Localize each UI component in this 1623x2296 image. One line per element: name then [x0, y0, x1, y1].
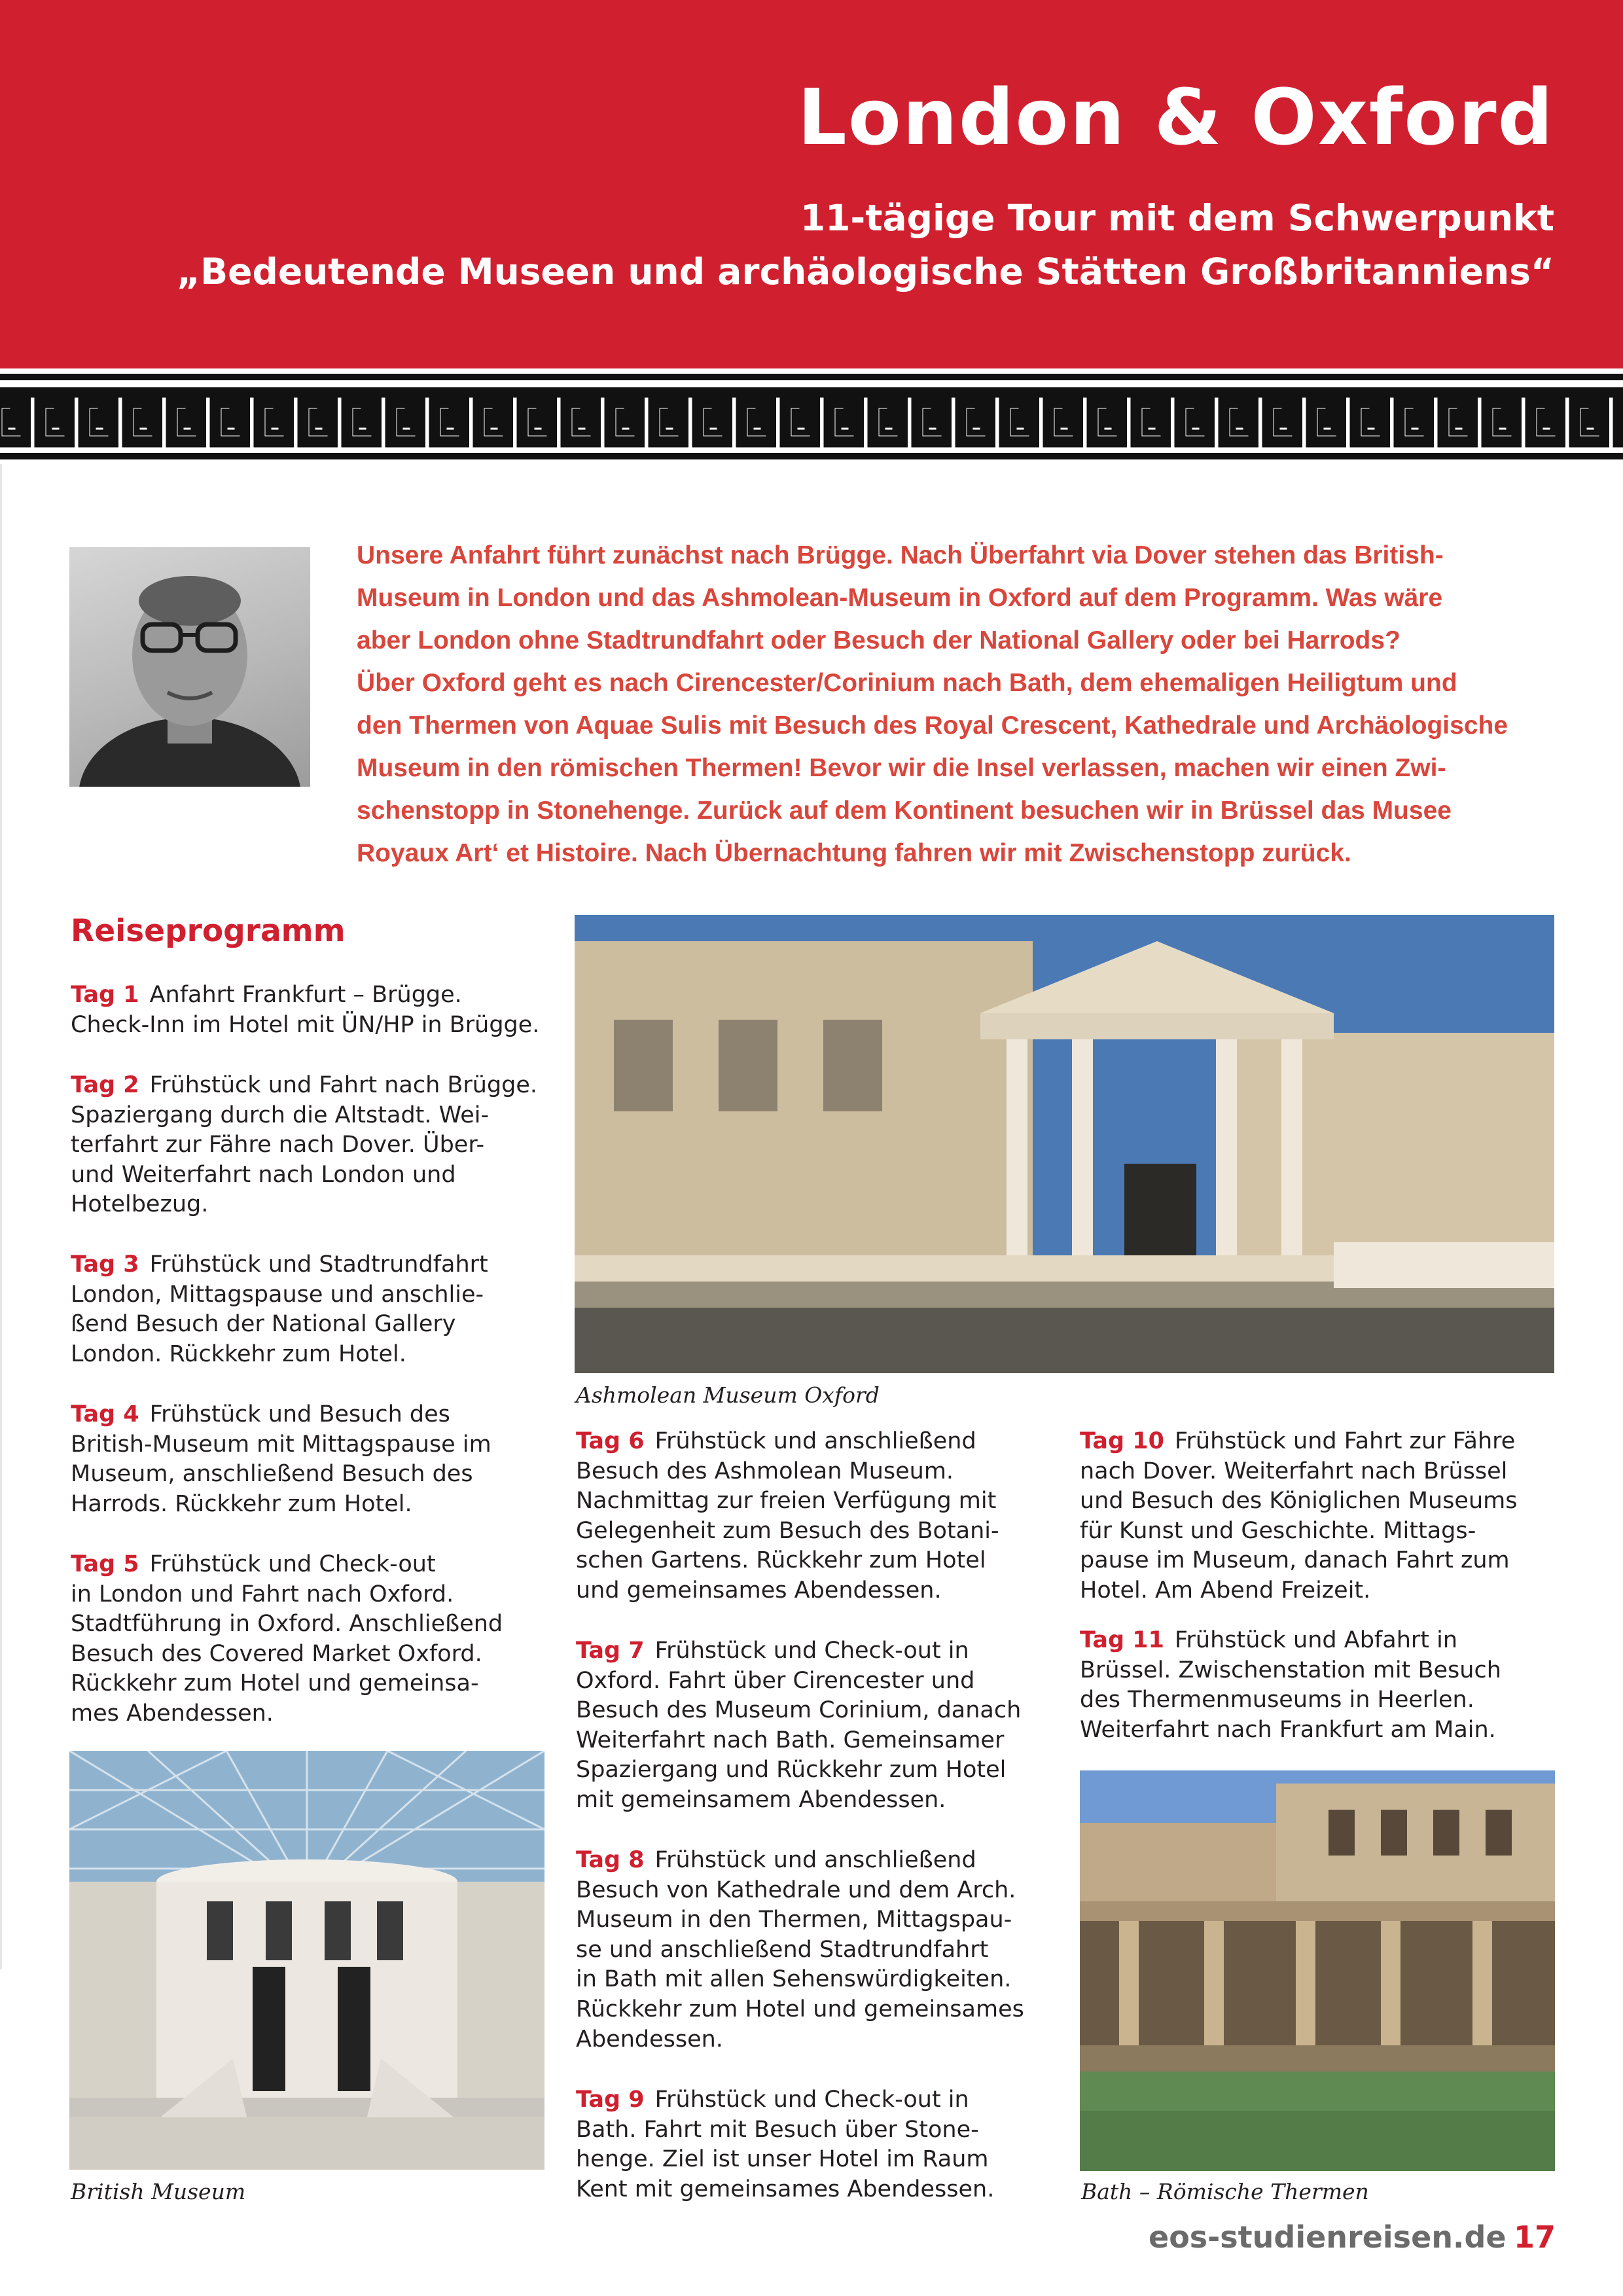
day-text: Frühstück und Abfahrt in — [1174, 1627, 1458, 1653]
day-text: Hotelbezug. — [71, 1191, 209, 1218]
day-text: pause im Museum, danach Fahrt zum — [1080, 1547, 1510, 1574]
day-text: Anfahrt Frankfurt – Brügge. — [149, 982, 462, 1008]
day-text: Harrods. Rückkehr zum Hotel. — [71, 1490, 412, 1517]
day-text: in London und Fahrt nach Oxford. — [71, 1581, 454, 1607]
day-text: Abendessen. — [576, 2026, 723, 2053]
day-text: Frühstück und anschließend — [654, 1847, 976, 1873]
day-tag: Tag 1 — [71, 982, 139, 1008]
greek-key-pattern — [0, 368, 1623, 464]
day-text: Museum, anschließend Besuch des — [71, 1461, 473, 1488]
day-text: British-Museum mit Mittagspause im — [71, 1431, 491, 1458]
day-tag: Tag 2 — [71, 1072, 139, 1098]
day-text: mes Abendessen. — [71, 1700, 274, 1727]
intro-line: Museum in London und das Ashmolean-Museum in Oxford auf dem Programm. Was wäre — [357, 584, 1443, 612]
day-entry-3 — [71, 1250, 568, 1369]
day-entry-11 — [1080, 1626, 1577, 1745]
day-text: Rückkehr zum Hotel und gemeinsa- — [71, 1670, 479, 1697]
day-tag: Tag 4 — [71, 1401, 139, 1427]
day-text: Hotel. Am Abend Freizeit. — [1080, 1577, 1371, 1604]
intro-line: den Thermen von Aquae Sulis mit Besuch des Royal Crescent, Kathedrale und Archäologische — [357, 711, 1508, 740]
ashmolean-caption: Ashmolean Museum Oxford — [576, 1382, 880, 1408]
ashmolean-museum-photo — [575, 915, 1554, 1373]
day-tag: Tag 9 — [576, 2087, 645, 2113]
intro-text — [357, 534, 1554, 874]
day-text: Frühstück und Fahrt zur Fähre — [1174, 1428, 1516, 1454]
day-tag: Tag 8 — [576, 1847, 645, 1873]
day-tag: Tag 6 — [576, 1428, 645, 1454]
day-entry-1 — [71, 980, 568, 1040]
day-tag: Tag 7 — [576, 1638, 645, 1664]
day-text: Spaziergang und Rückkehr zum Hotel — [576, 1757, 1007, 1784]
page-title: London & Oxford — [797, 72, 1554, 162]
day-text: und Besuch des Königlichen Museums — [1080, 1488, 1518, 1515]
program-title: Reiseprogramm — [71, 913, 346, 949]
day-text: Bath. Fahrt mit Besuch über Stone- — [576, 2116, 979, 2143]
header-band — [0, 0, 1623, 368]
left-margin-rule — [0, 464, 2, 1969]
intro-line: Museum in den römischen Thermen! Bevor wir die Insel verlassen, machen wir einen Zwi- — [357, 754, 1446, 782]
day-text: Besuch von Kathedrale und dem Arch. — [576, 1876, 1016, 1903]
intro-line: Über Oxford geht es nach Cirencester/Corinium nach Bath, dem ehemaligen Heiligtum und — [357, 669, 1457, 697]
day-text: Besuch des Museum Corinium, danach — [576, 1697, 1022, 1724]
day-text: nach Dover. Weiterfahrt nach Brüssel — [1080, 1458, 1508, 1484]
day-text: Frühstück und Check-out in — [654, 2087, 969, 2113]
day-tag: Tag 10 — [1080, 1428, 1164, 1454]
day-text: Frühstück und Check-out in — [654, 1638, 969, 1664]
intro-line: schenstopp in Stonehenge. Zurück auf dem Kontinent besuchen wir in Brüssel das Musee — [357, 797, 1452, 825]
day-entry-9 — [576, 2085, 1073, 2204]
day-text: Frühstück und anschließend — [654, 1428, 976, 1454]
day-text: Frühstück und Check-out — [149, 1551, 436, 1577]
day-text: Brüssel. Zwischenstation mit Besuch — [1080, 1657, 1501, 1683]
day-entry-5 — [71, 1550, 568, 1729]
intro-line: Unsere Anfahrt führt zunächst nach Brügge. Nach Überfahrt via Dover stehen das British- — [357, 541, 1444, 569]
day-tag: Tag 3 — [71, 1251, 139, 1278]
day-text: London. Rückkehr zum Hotel. — [71, 1340, 406, 1367]
day-text: Check-Inn im Hotel mit ÜN/HP in Brügge. — [71, 1011, 540, 1038]
day-entry-6 — [576, 1427, 1073, 1606]
day-text: und Weiterfahrt nach London und — [71, 1161, 456, 1188]
subtitle-line-1: 11-tägige Tour mit dem Schwerpunkt — [800, 197, 1554, 239]
day-text: London, Mittagspause und anschlie- — [71, 1281, 484, 1308]
british-museum-photo — [69, 1751, 544, 2170]
greek-key-border — [0, 368, 1623, 464]
bath-roman-baths-photo — [1080, 1770, 1555, 2171]
day-text: in Bath mit allen Sehenswürdigkeiten. — [576, 1966, 1012, 1993]
day-text: Spaziergang durch die Altstadt. Wei- — [71, 1102, 490, 1128]
day-text: Oxford. Fahrt über Cirencester und — [576, 1667, 975, 1694]
day-text: und gemeinsames Abendessen. — [576, 1577, 942, 1604]
day-text: des Thermenmuseums in Heerlen. — [1080, 1687, 1474, 1713]
day-text: Frühstück und Fahrt nach Brügge. — [149, 1072, 538, 1098]
day-text: für Kunst und Geschichte. Mittags- — [1080, 1517, 1476, 1544]
day-entry-8 — [576, 1846, 1073, 2054]
bath-caption: Bath – Römische Thermen — [1081, 2179, 1369, 2204]
british-museum-caption: British Museum — [71, 2179, 246, 2204]
day-entry-7 — [576, 1636, 1073, 1816]
tour-guide-portrait — [69, 547, 310, 787]
day-text: Gelegenheit zum Besuch des Botani- — [576, 1517, 999, 1544]
day-tag: Tag 5 — [71, 1551, 139, 1577]
day-text: Stadtführung in Oxford. Anschließend — [71, 1611, 503, 1638]
day-text: terfahrt zur Fähre nach Dover. Über- — [71, 1132, 485, 1158]
day-text: Besuch des Ashmolean Museum. — [576, 1458, 954, 1484]
day-text: Museum in den Thermen, Mittagspau- — [576, 1907, 1012, 1933]
page-subtitle — [177, 191, 1554, 298]
day-text: Nachmittag zur freien Verfügung mit — [576, 1488, 997, 1515]
subtitle-line-2: „Bedeutende Museen und archäologische Stätten Großbritanniens“ — [177, 251, 1554, 293]
day-text: Frühstück und Stadtrundfahrt — [149, 1251, 488, 1278]
day-text: Weiterfahrt nach Bath. Gemeinsamer — [576, 1727, 1005, 1753]
intro-line: aber London ohne Stadtrundfahrt oder Besuch der National Gallery oder bei Harrods? — [357, 626, 1400, 655]
footer-website[interactable]: eos-studienreisen.de — [1149, 2219, 1507, 2255]
day-tag: Tag 11 — [1080, 1627, 1164, 1653]
day-text: Kent mit gemeinsames Abendessen. — [576, 2176, 995, 2202]
day-entry-10 — [1080, 1427, 1577, 1606]
day-text: henge. Ziel ist unser Hotel im Raum — [576, 2146, 989, 2173]
day-text: Rückkehr zum Hotel und gemeinsames — [576, 1996, 1024, 2022]
day-text: ßend Besuch der National Gallery — [71, 1311, 456, 1338]
intro-line: Royaux Art‘ et Histoire. Nach Übernachtung fahren wir mit Zwischenstopp zurück. — [357, 839, 1351, 867]
day-text: Weiterfahrt nach Frankfurt am Main. — [1080, 1716, 1496, 1743]
day-entry-2 — [71, 1071, 568, 1220]
day-text: se und anschließend Stadtrundfahrt — [576, 1936, 989, 1963]
day-entry-4 — [71, 1400, 568, 1519]
page-number: 17 — [1514, 2219, 1556, 2255]
day-text: Besuch des Covered Market Oxford. — [71, 1640, 482, 1667]
day-text: schen Gartens. Rückkehr zum Hotel — [576, 1547, 986, 1574]
day-text: mit gemeinsamem Abendessen. — [576, 1786, 946, 1813]
day-text: Frühstück und Besuch des — [149, 1401, 450, 1427]
